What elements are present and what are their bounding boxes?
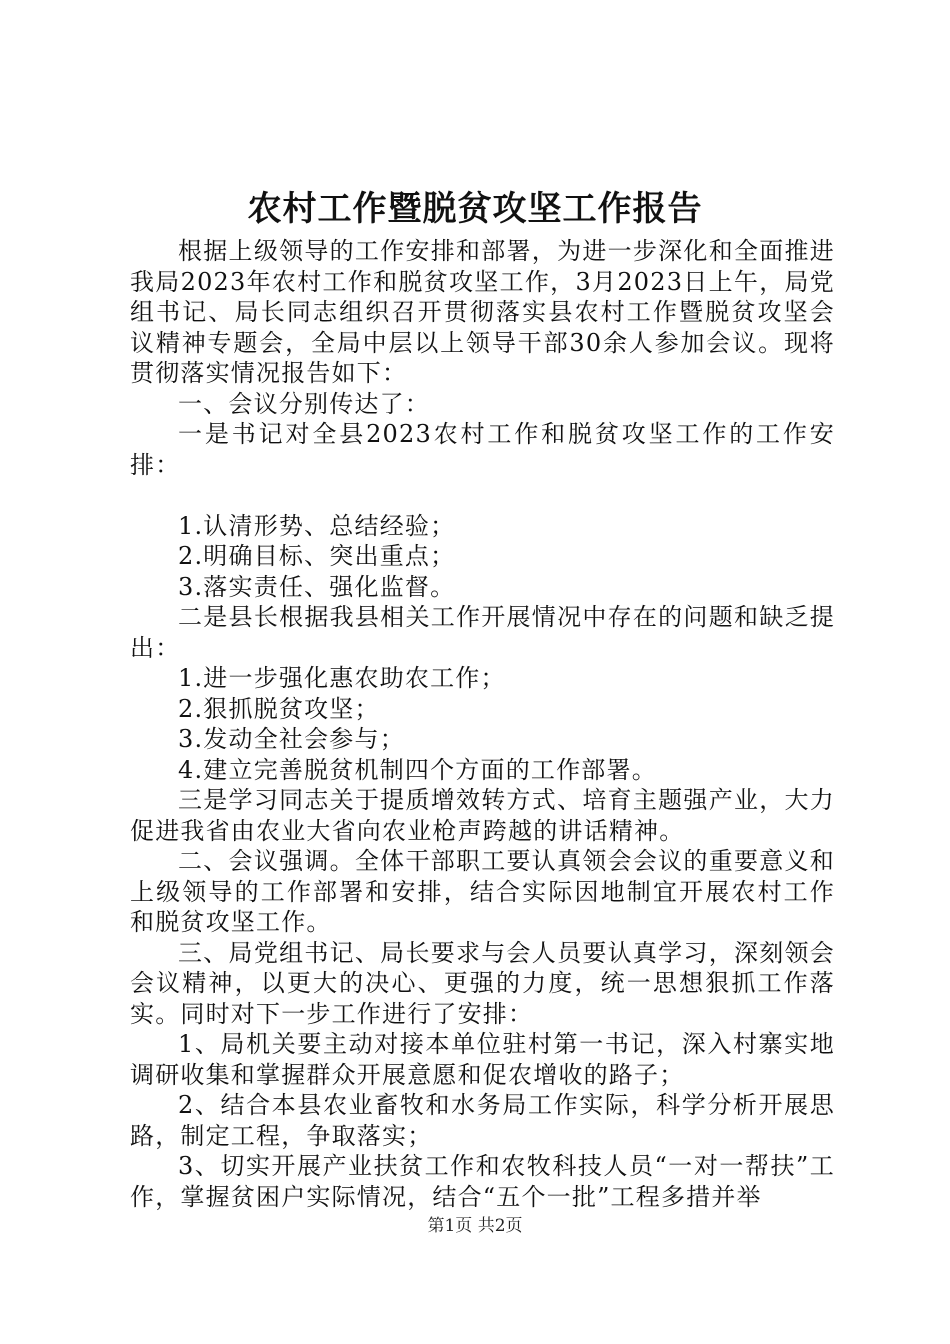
list-item: 4.建立完善脱贫机制四个方面的工作部署。	[178, 755, 657, 784]
paragraph-section-2: 二、会议强调。全体干部职工要认真领会会议的重要意义和上级领导的工作部署和安排，结合实际因地制宜开展农村工作和脱贫攻坚工作。	[130, 847, 835, 936]
blank-line	[130, 480, 835, 511]
list-item: 3.落实责任、强化监督。	[178, 572, 456, 601]
list-item: 1、局机关要主动对接本单位驻村第一书记，深入村寨实地调研收集和掌握群众开展意愿和促农增收的路子；	[130, 1030, 835, 1089]
list-item: 2.明确目标、突出重点；	[178, 542, 456, 570]
paragraph-section-1: 一、会议分别传达了：	[178, 389, 430, 418]
list-item: 1.认清形势、总结经验；	[178, 511, 456, 540]
list-item: 2.狠抓脱贫攻坚；	[178, 694, 380, 723]
document-body	[130, 236, 835, 1212]
list-item: 1.进一步强化惠农助农工作；	[178, 664, 506, 692]
paragraph-section-3: 三、局党组书记、局长要求与会人员要认真学习，深刻领会会议精神，以更大的决心、更强的力度，统一思想狠抓工作落实。同时对下一步工作进行了安排：	[130, 938, 835, 1028]
paragraph-point-2: 二是县长根据我县相关工作开展情况中存在的问题和缺乏提出：	[130, 603, 835, 662]
document-title: 农村工作暨脱贫攻坚工作报告	[247, 189, 703, 229]
page-number: 第1页 共2页	[427, 1216, 523, 1236]
list-item: 3.发动全社会参与；	[178, 725, 405, 753]
paragraph-point-1: 一是书记对全县2023农村工作和脱贫攻坚工作的工作安排：	[130, 420, 835, 479]
paragraph-point-3: 三是学习同志关于提质增效转方式、培育主题强产业，大力促进我省由农业大省向农业枪声跨越的讲话精神。	[130, 786, 835, 845]
list-item: 2、结合本县农业畜牧和水务局工作实际，科学分析开展思路，制定工程，争取落实；	[130, 1091, 835, 1150]
list-item: 3、切实开展产业扶贫工作和农牧科技人员“一对一帮扶”工作，掌握贫困户实际情况，结合“五个一批”工程多措并举	[130, 1152, 835, 1211]
paragraph-intro: 根据上级领导的工作安排和部署，为进一步深化和全面推进我局2023年农村工作和脱贫攻坚工作，3月2023日上午，局党组书记、局长同志组织召开贯彻落实县农村工作暨脱贫攻坚会议精神专题会，全局中层以上领导干部30余人参加会议。现将贯彻落实情况报告如下：	[130, 237, 835, 387]
